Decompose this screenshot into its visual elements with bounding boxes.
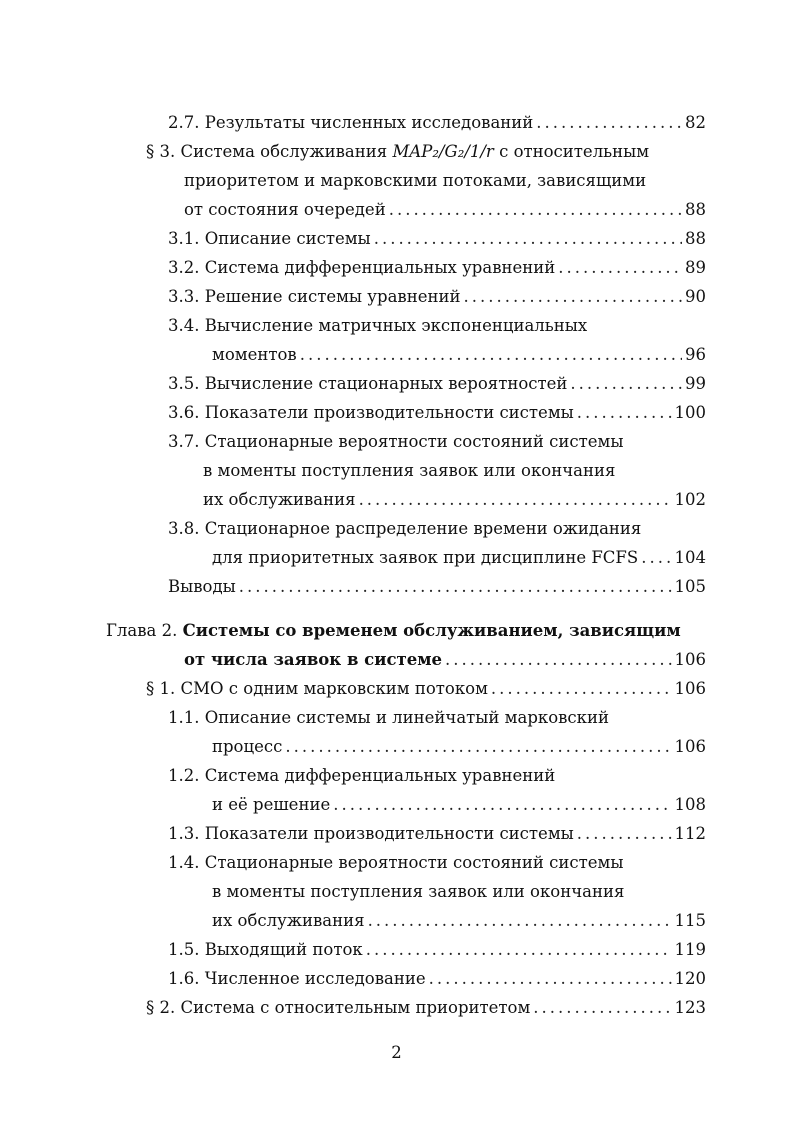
leader-dots <box>463 285 682 309</box>
entry-title: Вычисление стационарных вероятностей <box>204 374 568 393</box>
leader-dots <box>491 677 672 701</box>
entry-number: 3.6. <box>168 403 200 422</box>
entry-page: 123 <box>674 998 706 1017</box>
entry-title: СМО с одним марковским потоком <box>180 679 488 698</box>
entry-title: процесс <box>212 737 283 756</box>
toc-entry-1-3 <box>168 822 706 846</box>
leader-dots <box>366 938 672 962</box>
entry-title: Решение системы уравнений <box>204 287 461 306</box>
toc-entry-1-6 <box>168 967 706 991</box>
toc-entry-3-8-line1 <box>168 517 641 541</box>
leader-dots <box>333 793 671 817</box>
entry-number: 3.2. <box>168 258 200 277</box>
leader-dots <box>359 488 672 512</box>
entry-title: Численное исследование <box>204 969 426 988</box>
entry-title: их обслуживания <box>203 490 356 509</box>
toc-entry-3-4-line1 <box>168 314 587 338</box>
entry-title-post: с относительным <box>499 142 650 161</box>
leader-dots <box>536 111 682 135</box>
toc-entry-2-7 <box>168 111 706 135</box>
entry-title-pre: Система обслуживания <box>180 142 388 161</box>
toc-entry-3-3 <box>168 285 706 309</box>
entry-number: 1.4. <box>168 853 200 872</box>
leader-dots <box>577 822 672 846</box>
entry-page: 100 <box>674 403 706 422</box>
entry-title: Стационарные вероятности состояний системы <box>204 432 624 451</box>
entry-number: § 1. <box>146 679 176 698</box>
entry-title: Вычисление матричных экспоненциальных <box>204 316 588 335</box>
entry-page: 88 <box>685 229 706 248</box>
chapter-title: Системы со временем обслуживанием, зависящим <box>182 621 681 640</box>
chapter-prefix: Глава 2. <box>106 621 178 640</box>
entry-title: Система дифференциальных уравнений <box>204 766 556 785</box>
leader-dots <box>570 372 682 396</box>
entry-number: 1.6. <box>168 969 200 988</box>
toc-entry-conclusions <box>168 575 706 599</box>
entry-number: 2.7. <box>168 113 200 132</box>
entry-page: 96 <box>685 345 706 364</box>
toc-entry-3-2 <box>168 256 706 280</box>
toc-entry-c2-s1 <box>146 677 706 701</box>
entry-title: Стационарное распределение времени ожидания <box>204 519 642 538</box>
entry-page: 105 <box>674 577 706 596</box>
toc-entry-1-2-line2 <box>212 793 706 817</box>
leader-dots <box>285 735 671 759</box>
toc-entry-1-2-line1 <box>168 764 555 788</box>
toc-chapter-2-line2 <box>184 648 706 672</box>
entry-title: Результаты численных исследований <box>204 113 534 132</box>
entry-number: 3.8. <box>168 519 200 538</box>
toc-entry-1-4-line2: в моменты поступления заявок или окончания <box>212 882 625 901</box>
entry-page: 112 <box>674 824 706 843</box>
entry-number: 3.3. <box>168 287 200 306</box>
entry-page: 106 <box>674 737 706 756</box>
leader-dots <box>429 967 672 991</box>
entry-page: 106 <box>674 650 706 669</box>
entry-title: Выводы <box>168 577 236 596</box>
toc-entry-3-1 <box>168 227 706 251</box>
entry-title: Стационарные вероятности состояний системы <box>204 853 624 872</box>
entry-number: 3.7. <box>168 432 200 451</box>
entry-title: для приоритетных заявок при дисциплине FCFS <box>212 548 639 567</box>
toc-entry-1-1-line1 <box>168 706 609 730</box>
toc-entry-3-8-line2 <box>212 546 706 570</box>
entry-number: § 3. <box>146 142 176 161</box>
entry-number: 1.2. <box>168 766 200 785</box>
entry-title: Описание системы <box>204 229 371 248</box>
toc-entry-s3-line2: приоритетом и марковскими потоками, зависящими <box>184 171 647 190</box>
leader-dots <box>300 343 682 367</box>
toc-entry-s3-line1 <box>146 140 649 164</box>
toc-entry-3-7-line1 <box>168 430 624 454</box>
toc-entry-3-6 <box>168 401 706 425</box>
entry-number: 1.3. <box>168 824 200 843</box>
entry-title: Показатели производительности системы <box>204 824 574 843</box>
chapter-title: от числа заявок в системе <box>184 650 443 669</box>
toc-entry-c2-s2 <box>146 996 706 1020</box>
toc-entry-s3-line3 <box>184 198 706 222</box>
entry-title: Выходящий поток <box>204 940 363 959</box>
entry-title: Система с относительным приоритетом <box>180 998 531 1017</box>
toc-entry-1-4-line1 <box>168 851 624 875</box>
entry-page: 99 <box>685 374 706 393</box>
leader-dots <box>641 546 671 570</box>
leader-dots <box>389 198 682 222</box>
toc-entry-1-1-line2 <box>212 735 706 759</box>
entry-page: 119 <box>674 940 706 959</box>
toc-entry-3-7-line2: в моменты поступления заявок или окончания <box>203 461 616 480</box>
page-number: 2 <box>391 1043 402 1062</box>
entry-title: их обслуживания <box>212 911 365 930</box>
entry-number: 3.4. <box>168 316 200 335</box>
entry-title: Описание системы и линейчатый марковский <box>204 708 609 727</box>
entry-page: 89 <box>685 258 706 277</box>
entry-page: 115 <box>674 911 706 930</box>
toc-entry-3-4-line2 <box>212 343 706 367</box>
entry-number: 1.5. <box>168 940 200 959</box>
entry-title: Система дифференциальных уравнений <box>204 258 556 277</box>
toc-entry-3-5 <box>168 372 706 396</box>
entry-page: 90 <box>685 287 706 306</box>
leader-dots <box>533 996 671 1020</box>
entry-page: 88 <box>685 200 706 219</box>
entry-number: § 2. <box>146 998 176 1017</box>
leader-dots <box>558 256 682 280</box>
leader-dots <box>368 909 672 933</box>
entry-page: 104 <box>674 548 706 567</box>
entry-page: 108 <box>674 795 706 814</box>
entry-page: 120 <box>674 969 706 988</box>
entry-title: от состояния очередей <box>184 200 386 219</box>
leader-dots <box>577 401 672 425</box>
leader-dots <box>374 227 682 251</box>
entry-title: и её решение <box>212 795 331 814</box>
entry-number: 1.1. <box>168 708 200 727</box>
entry-title: моментов <box>212 345 297 364</box>
entry-title: Показатели производительности системы <box>204 403 574 422</box>
entry-page: 82 <box>685 113 706 132</box>
toc-entry-1-4-line3 <box>212 909 706 933</box>
entry-page: 106 <box>674 679 706 698</box>
entry-page: 102 <box>674 490 706 509</box>
leader-dots <box>239 575 672 599</box>
toc-chapter-2-line1 <box>106 619 681 643</box>
entry-number: 3.5. <box>168 374 200 393</box>
toc-entry-3-7-line3 <box>203 488 706 512</box>
entry-number: 3.1. <box>168 229 200 248</box>
queue-notation: MAP₂/G₂/1/r <box>392 142 494 161</box>
toc-entry-1-5 <box>168 938 706 962</box>
leader-dots <box>445 648 671 672</box>
